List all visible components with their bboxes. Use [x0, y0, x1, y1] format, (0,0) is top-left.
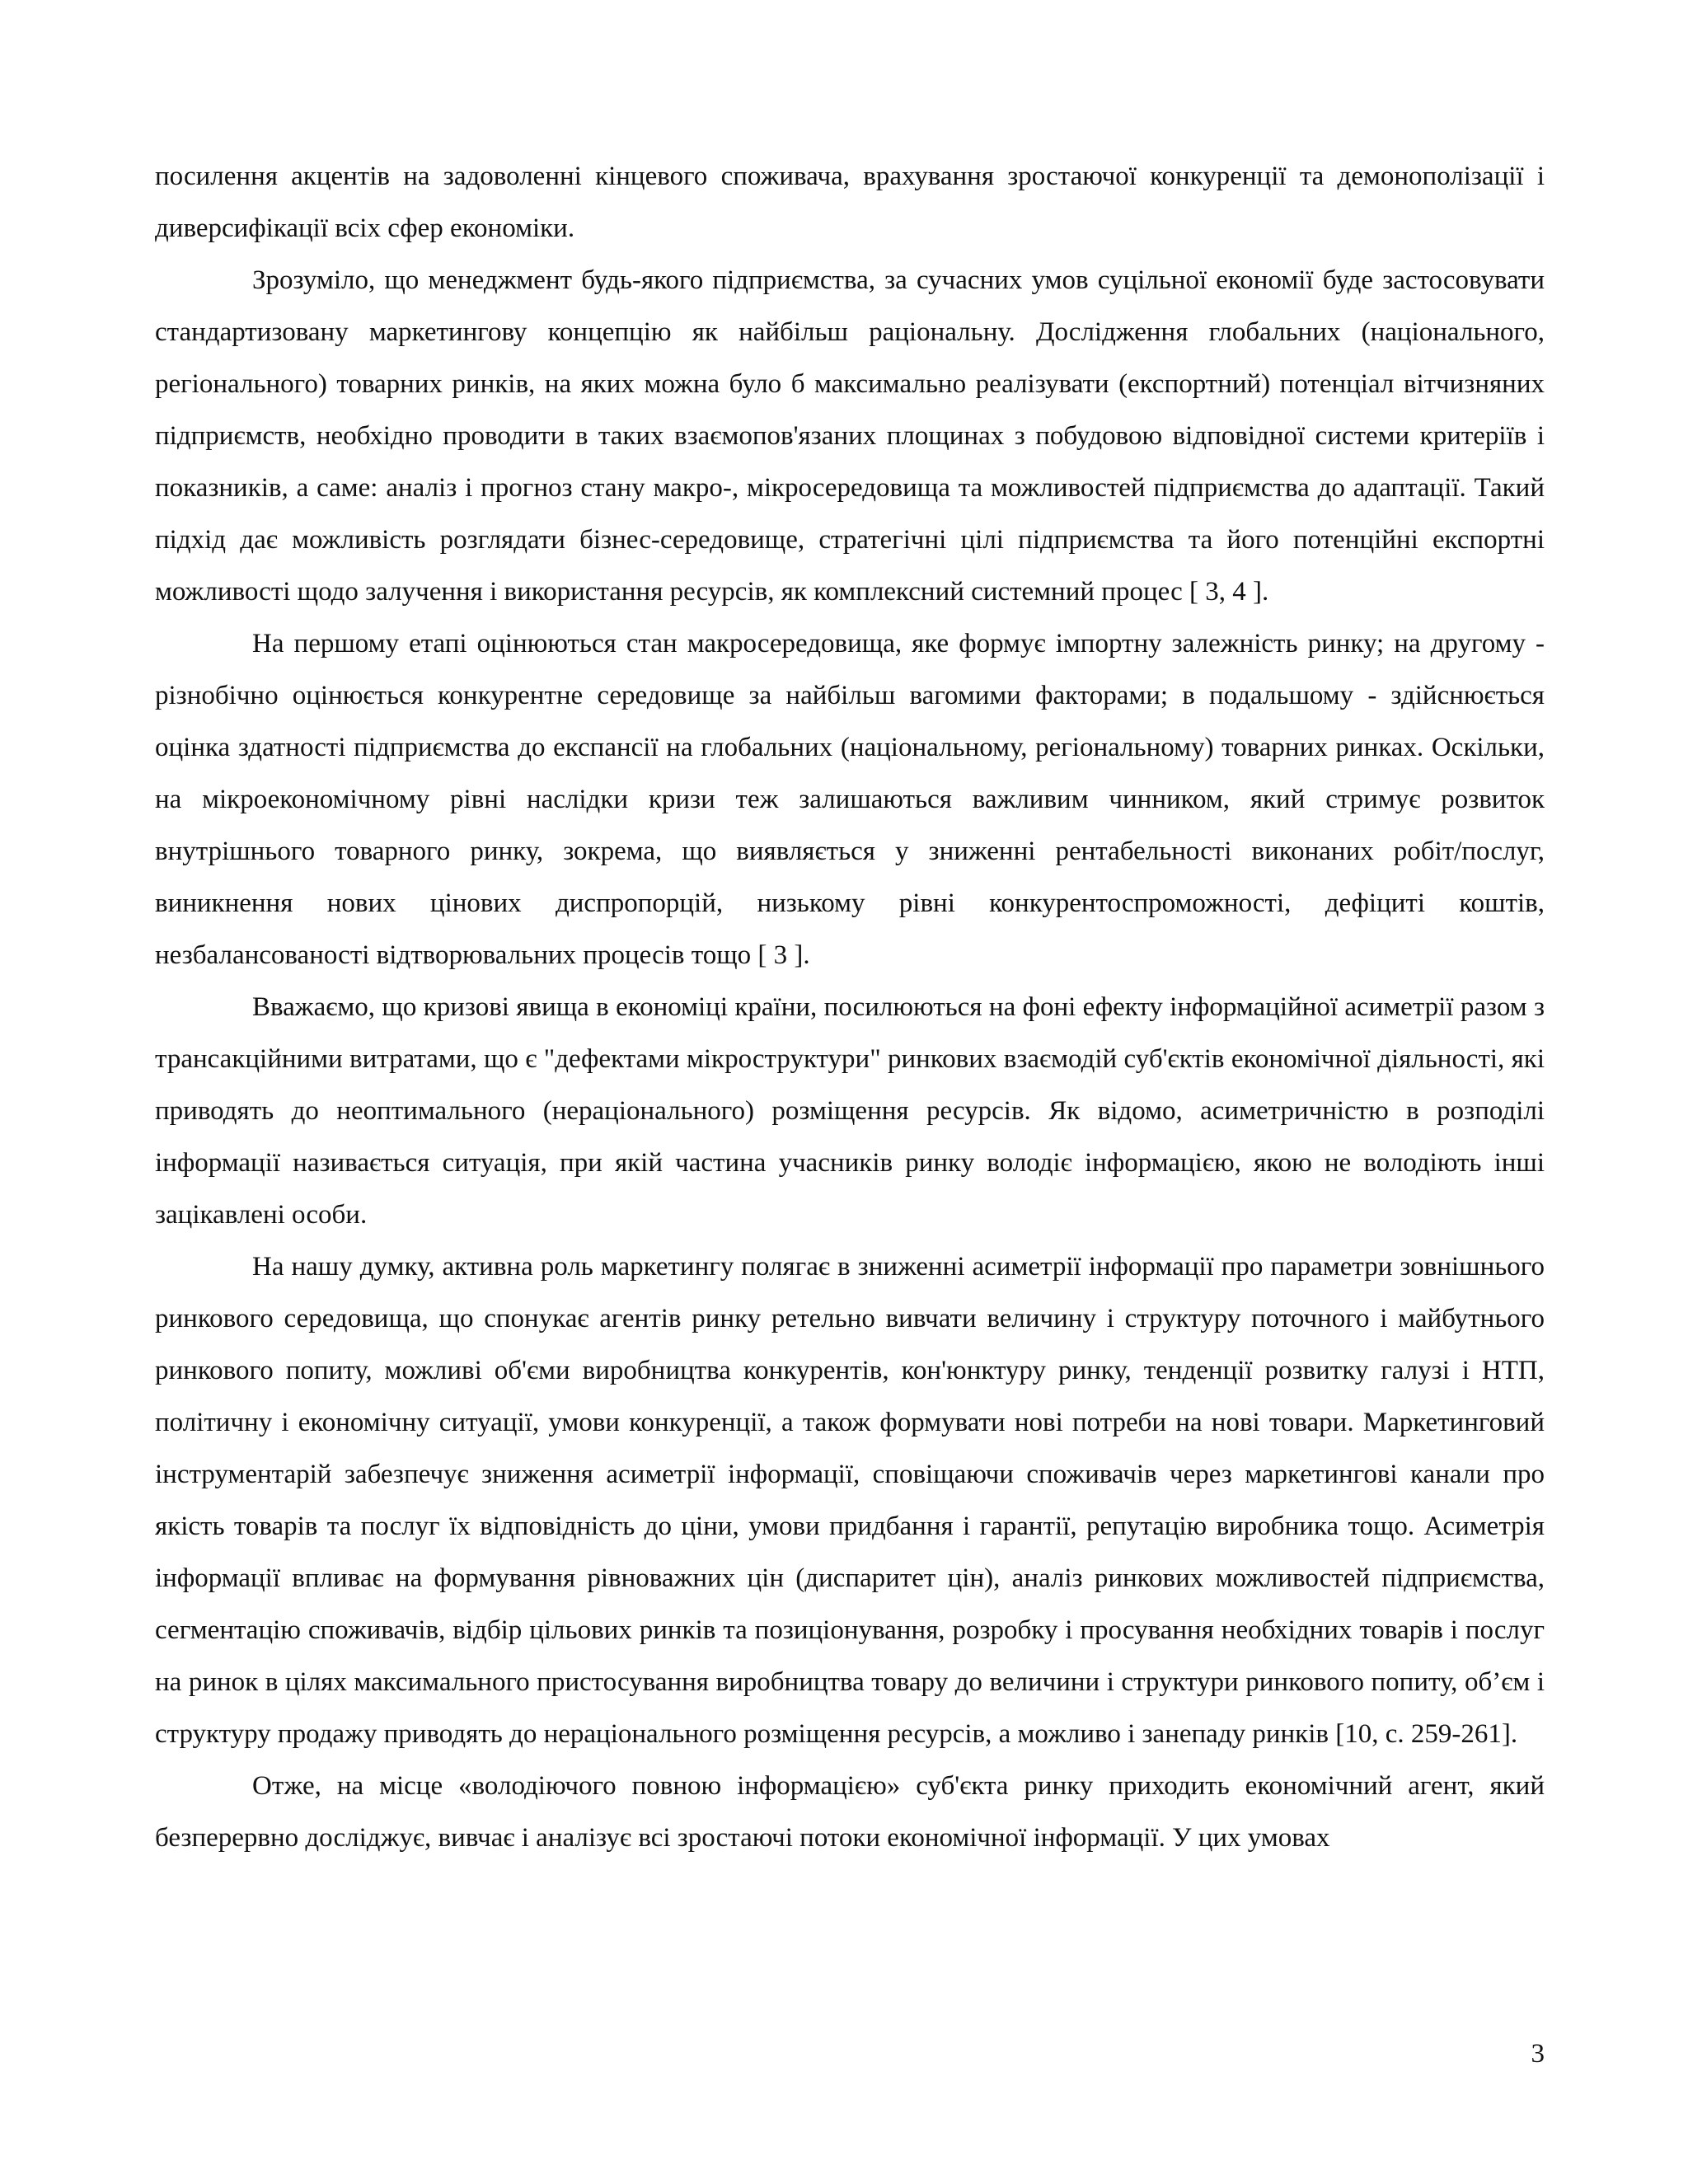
- paragraph-continuation: посилення акцентів на задоволенні кінцевого споживача, врахування зростаючої конкуренції та демонополізації і диверсифікації всіх сфер економіки.: [155, 162, 1545, 243]
- paragraph-analysis-stages: На першому етапі оцінюються стан макросередовища, яке формує імпортну залежність ринку; на другому - різнобічно оцінюється конкурентне середовище за найбільш вагомими факторами; в подальшому - здійснюється оцінка здатності підприємства до експансії на глобальних (національному, регіональному) товарних ринках. Оскільки, на мікроекономічному рівні наслідки кризи теж залишаються важливим чинником, який стримує розвиток внутрішнього товарного ринку, зокрема, що виявляється у зниженні рентабельності виконаних робіт/послуг, виникнення нових цінових диспропорцій, низькому рівні конкурентоспроможності, дефіциті коштів, незбалансованості відтворювальних процесів тощо [ 3 ].: [155, 629, 1545, 970]
- paragraph-management-concept: Зрозуміло, що менеджмент будь-якого підприємства, за сучасних умов суцільної економії буде застосовувати стандартизовану маркетингову концепцію як найбільш раціональну. Дослідження глобальних (національного, регіонального) товарних ринків, на яких можна було б максимально реалізувати (експортний) потенціал вітчизняних підприємств, необхідно проводити в таких взаємопов'язаних площинах з побудовою відповідної системи критеріїв і показників, а саме: аналіз і прогноз стану макро-, мікросередовища та можливостей підприємства до адаптації. Такий підхід дає можливість розглядати бізнес-середовище, стратегічні цілі підприємства та його потенційні експортні можливості щодо залучення і використання ресурсів, як комплексний системний процес [ 3, 4 ].: [155, 265, 1545, 607]
- paragraph-marketing-role: На нашу думку, активна роль маркетингу полягає в зниженні асиметрії інформації про параметри зовнішнього ринкового середовища, що спонукає агентів ринку ретельно вивчати величину і структуру поточного і майбутнього ринкового попиту, можливі об'єми виробництва конкурентів, кон'юнктуру ринку, тенденції розвитку галузі і НТП, політичну і економічну ситуації, умови конкуренції, а також формувати нові потреби на нові товари. Маркетинговий інструментарій забезпечує зниження асиметрії інформації, сповіщаючи споживачів через маркетингові канали про якість товарів та послуг їх відповідність до ціни, умови придбання і гарантії, репутацію виробника тощо. Асиметрія інформації впливає на формування рівноважних цін (диспаритет цін), аналіз ринкових можливостей підприємства, сегментацію споживачів, відбір цільових ринків та позиціонування, розробку і просування необхідних товарів і послуг на ринок в цілях максимального пристосування виробництва товару до величини і структури ринкового попиту, об’єм і структуру продажу приводять до нераціонального розміщення ресурсів, а можливо і занепаду ринків [10, с. 259-261].: [155, 1252, 1545, 1749]
- paragraph-economic-agent: Отже, на місце «володіючого повною інформацією» суб'єкта ринку приходить економічний агент, який безперервно досліджує, вивчає і аналізує всі зростаючі потоки економічної інформації. У цих умовах: [155, 1771, 1545, 1853]
- body-text: [155, 151, 1545, 1864]
- paragraph-information-asymmetry: Вважаємо, що кризові явища в економіці країни, посилюються на фоні ефекту інформаційної асиметрії разом з трансакційними витратами, що є "дефектами мікроструктури" ринкових взаємодій суб'єктів економічної діяльності, які приводять до неоптимального (нераціонального) розміщення ресурсів. Як відомо, асиметричністю в розподілі інформації називається ситуація, при якій частина учасників ринку володіє інформацією, якою не володіють інші зацікавлені особи.: [155, 992, 1545, 1230]
- page-number: 3: [1531, 2039, 1545, 2069]
